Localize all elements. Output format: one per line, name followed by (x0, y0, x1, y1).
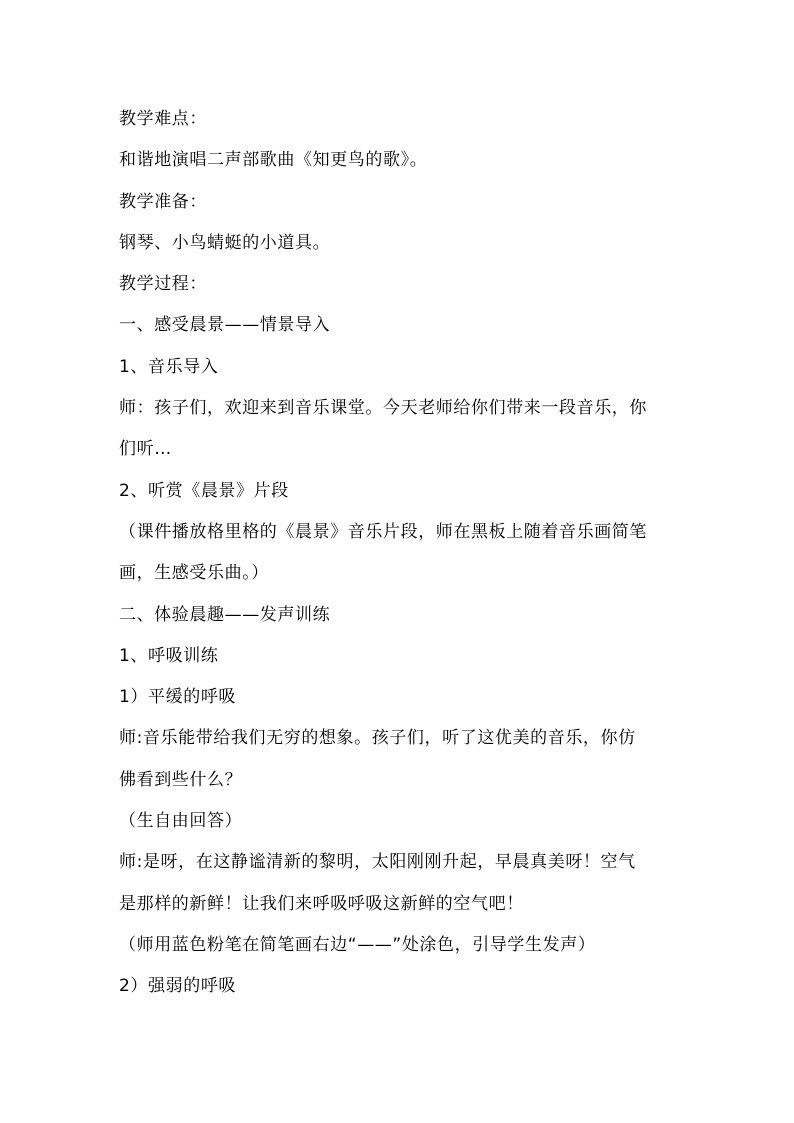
paragraph-line: （课件播放格里格的《晨景》音乐片段，师在黑板上随着音乐画简笔 (119, 521, 647, 542)
paragraph-line: 师:音乐能带给我们无穷的想象。孩子们，听了这优美的音乐，你仿 (119, 728, 636, 749)
section-heading-2: 二、体验晨趣——发声训练 (119, 604, 331, 625)
subsection-heading: 1、呼吸训练 (119, 645, 219, 666)
heading-teaching-process: 教学过程： (119, 274, 207, 295)
subsection-heading: 2、听赏《晨景》片段 (119, 480, 289, 501)
paragraph-preparation: 钢琴、小鸟蜻蜓的小道具。 (119, 232, 331, 253)
heading-teaching-preparation: 教学准备： (119, 191, 207, 212)
paragraph-line: 们听… (119, 439, 172, 460)
paragraph-line: （生自由回答） (119, 811, 243, 832)
paragraph-line: 师：孩子们，欢迎来到音乐课堂。今天老师给你们带来一段音乐，你 (119, 398, 647, 419)
paragraph-line: （师用蓝色粉笔在简笔画右边“——”处涂色，引导学生发声） (119, 934, 596, 955)
section-heading-1: 一、感受晨景——情景导入 (119, 315, 331, 336)
heading-teaching-difficulty: 教学难点： (119, 109, 207, 129)
subsection-heading: 2）强弱的呼吸 (119, 976, 237, 997)
paragraph-line: 是那样的新鲜！让我们来呼吸呼吸这新鲜的空气吧！ (119, 893, 524, 914)
subsection-heading: 1）平缓的呼吸 (119, 687, 237, 708)
paragraph-difficulty: 和谐地演唱二声部歌曲《知更鸟的歌》。 (119, 150, 428, 171)
document-body (119, 105, 679, 1014)
paragraph-line: 师:是呀，在这静谧清新的黎明，太阳刚刚升起，早晨真美呀！空气 (119, 852, 636, 873)
paragraph-line: 画，生感受乐曲。） (119, 563, 269, 584)
subsection-heading: 1、音乐导入 (119, 356, 219, 377)
paragraph-line: 佛看到些什么？ (119, 769, 243, 790)
